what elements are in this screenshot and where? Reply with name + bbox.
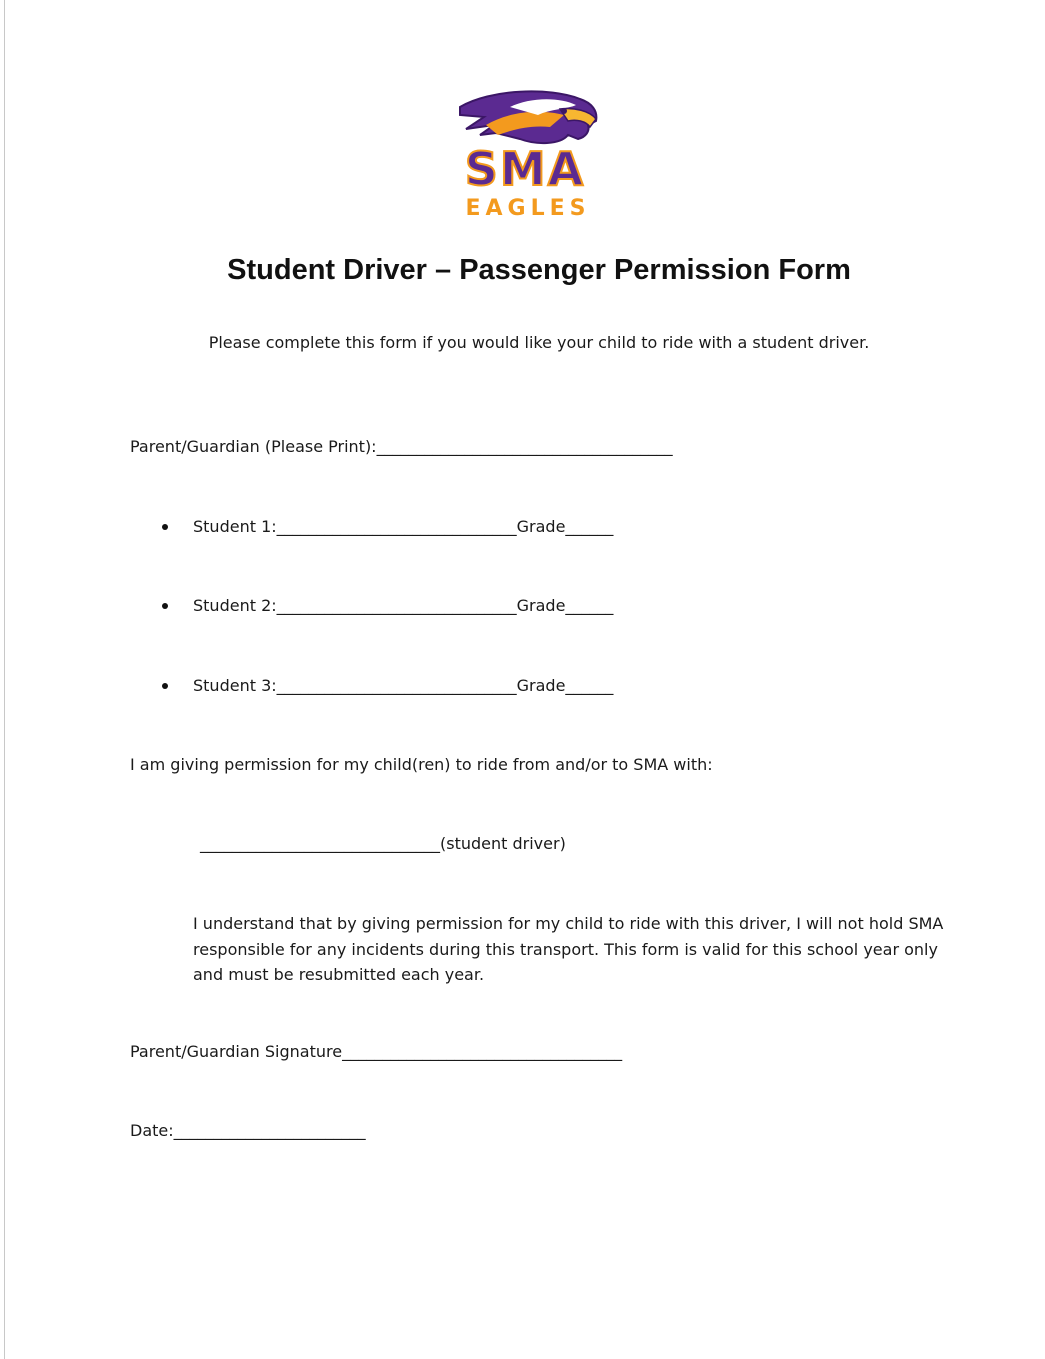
signature-field[interactable]: Parent/Guardian Signature___________________________________ <box>130 1042 623 1061</box>
sma-eagles-logo <box>440 85 610 225</box>
bullet-icon <box>162 524 168 530</box>
permission-statement: I am giving permission for my child(ren) to ride from and/or to SMA with: <box>130 755 713 774</box>
logo-subtext: EAGLES <box>465 196 591 221</box>
student-driver-field[interactable]: ______________________________(student driver) <box>200 834 566 853</box>
parent-print-field[interactable]: Parent/Guardian (Please Print):_____________________________________ <box>130 437 673 456</box>
form-title: Student Driver – Passenger Permission Form <box>227 254 851 286</box>
eagle-head-icon <box>460 91 596 143</box>
student-2-field[interactable]: Student 2:______________________________Grade______ <box>193 596 614 615</box>
form-subtitle: Please complete this form if you would like your child to ride with a student driver. <box>208 333 870 352</box>
student-1-field[interactable]: Student 1:______________________________Grade______ <box>193 517 614 536</box>
page-edge <box>4 0 5 1359</box>
bullet-icon <box>162 683 168 689</box>
student-3-field[interactable]: Student 3:______________________________Grade______ <box>193 676 614 695</box>
bullet-icon <box>162 603 168 609</box>
date-field[interactable]: Date:________________________ <box>130 1121 366 1140</box>
disclaimer-paragraph: I understand that by giving permission for my child to ride with this driver, I will not hold SMA responsible for any incidents during this transport. This form is valid for this school year only and must be resubmitted each year. <box>193 914 944 984</box>
logo-wordmark: SMA <box>464 142 586 196</box>
